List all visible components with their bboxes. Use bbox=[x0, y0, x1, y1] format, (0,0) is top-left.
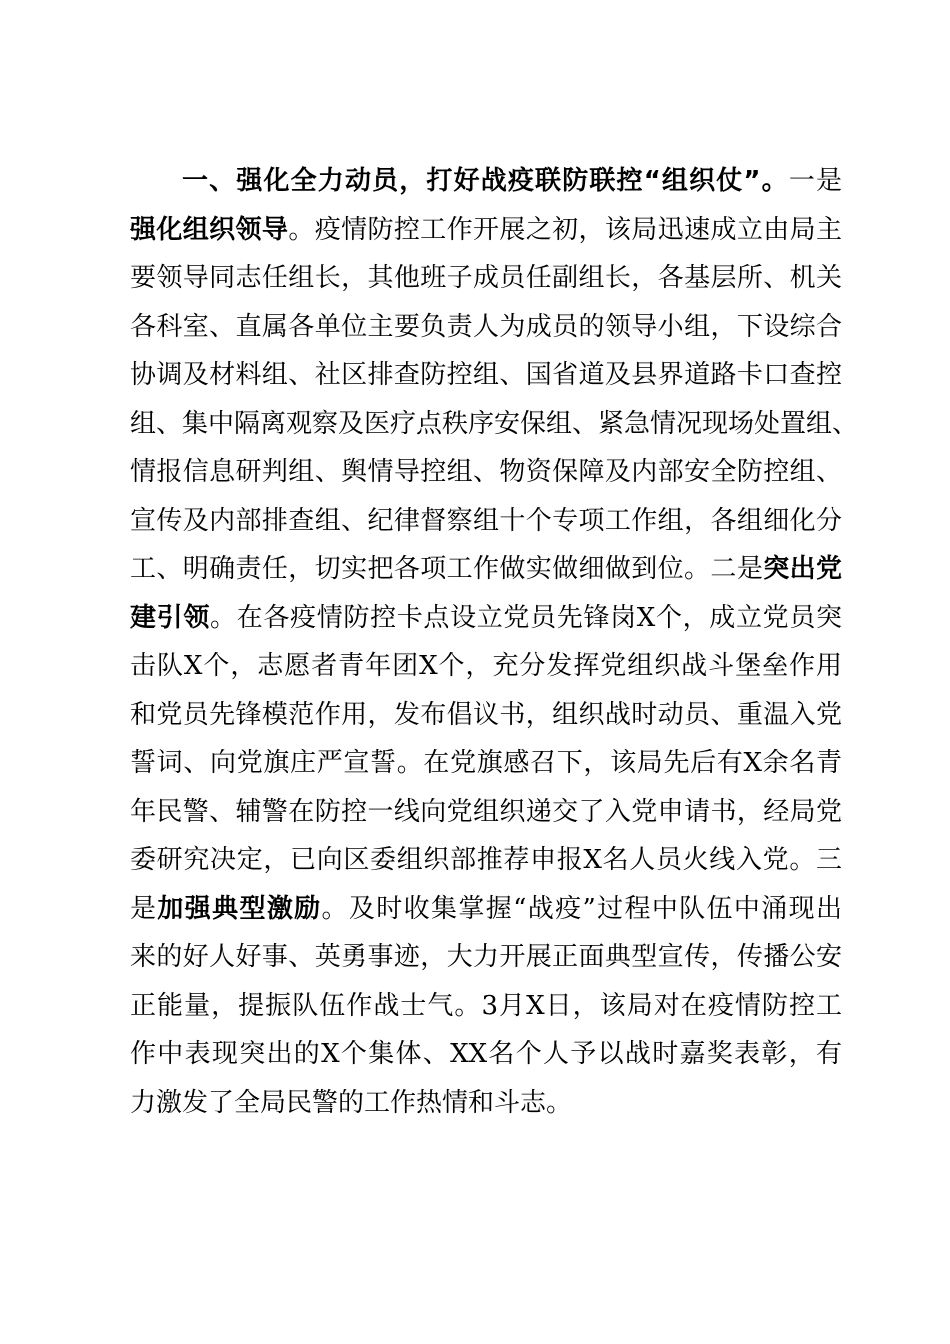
bold-text-segment: 强化组织领导 bbox=[130, 214, 289, 245]
text-segment: 。及时收集掌握“战疫”过程中队伍中涌现出 bbox=[321, 893, 842, 924]
text-segment: 正能量，提振队伍作战士气。3月X日，该局对在疫情防控工 bbox=[130, 990, 842, 1021]
text-segment: 工、明确责任，切实把各项工作做实做细做到位。二是 bbox=[130, 554, 764, 584]
bold-text-segment: 一、强化全力动员，打好战疫联防联控“组织仗”。 bbox=[182, 166, 789, 196]
text-segment: 年民警、辅警在防控一线向党组织递交了入党申请书，经局党 bbox=[130, 796, 842, 827]
text-segment: 组、集中隔离观察及医疗点秩序安保组、紧急情况现场处置组、 bbox=[130, 408, 859, 439]
text-line bbox=[130, 739, 842, 788]
text-line bbox=[130, 691, 842, 740]
text-line bbox=[130, 788, 842, 837]
text-segment: 力激发了全局民警的工作热情和斗志。 bbox=[130, 1087, 573, 1118]
text-line bbox=[130, 1030, 842, 1079]
text-line bbox=[130, 594, 842, 643]
text-line bbox=[130, 497, 842, 546]
text-line bbox=[130, 206, 842, 255]
text-segment: 各科室、直属各单位主要负责人为成员的领导小组，下设综合 bbox=[130, 311, 842, 342]
text-line bbox=[130, 157, 842, 206]
text-segment: 。在各疫情防控卡点设立党员先锋岗X个，成立党员突 bbox=[210, 602, 842, 633]
bold-text-segment: 突出党 bbox=[763, 554, 842, 584]
text-segment: 委研究决定，已向区委组织部推荐申报X名人员火线入党。三 bbox=[130, 845, 842, 875]
bold-text-segment: 建引领 bbox=[130, 602, 211, 633]
bold-text-segment: 加强典型激励 bbox=[157, 893, 322, 924]
text-line bbox=[130, 836, 842, 885]
text-segment: 。疫情防控工作开展之初，该局迅速成立由局主 bbox=[288, 214, 842, 245]
text-segment: 击队X个，志愿者青年团X个，充分发挥党组织战斗堡垒作用 bbox=[130, 651, 842, 681]
text-line bbox=[130, 254, 842, 303]
text-segment: 协调及材料组、社区排查防控组、国省道及县界道路卡口查控 bbox=[130, 360, 842, 390]
text-line bbox=[130, 545, 842, 594]
text-line bbox=[130, 642, 842, 691]
text-segment: 来的好人好事、英勇事迹，大力开展正面典型宣传，传播公安 bbox=[130, 942, 842, 972]
text-line bbox=[130, 303, 842, 352]
text-segment: 一是 bbox=[788, 166, 842, 196]
text-segment: 作中表现突出的X个集体、XX名个人予以战时嘉奖表彰，有 bbox=[130, 1039, 842, 1069]
text-segment: 誓词、向党旗庄严宣誓。在党旗感召下，该局先后有X余名青 bbox=[130, 748, 842, 778]
body-paragraph bbox=[130, 157, 859, 1127]
text-line bbox=[130, 400, 859, 449]
text-line bbox=[130, 885, 842, 934]
text-line bbox=[130, 1079, 842, 1128]
text-segment: 要领导同志任组长，其他班子成员任副组长，各基层所、机关 bbox=[130, 263, 842, 293]
text-segment: 是 bbox=[130, 893, 158, 924]
text-line bbox=[130, 351, 842, 400]
text-segment: 和党员先锋模范作用，发布倡议书，组织战时动员、重温入党 bbox=[130, 699, 842, 730]
text-line bbox=[130, 448, 842, 497]
text-segment: 宣传及内部排查组、纪律督察组十个专项工作组，各组细化分 bbox=[130, 505, 842, 536]
text-line bbox=[130, 982, 842, 1031]
text-line bbox=[130, 933, 842, 982]
text-segment: 情报信息研判组、舆情导控组、物资保障及内部安全防控组、 bbox=[130, 457, 842, 487]
